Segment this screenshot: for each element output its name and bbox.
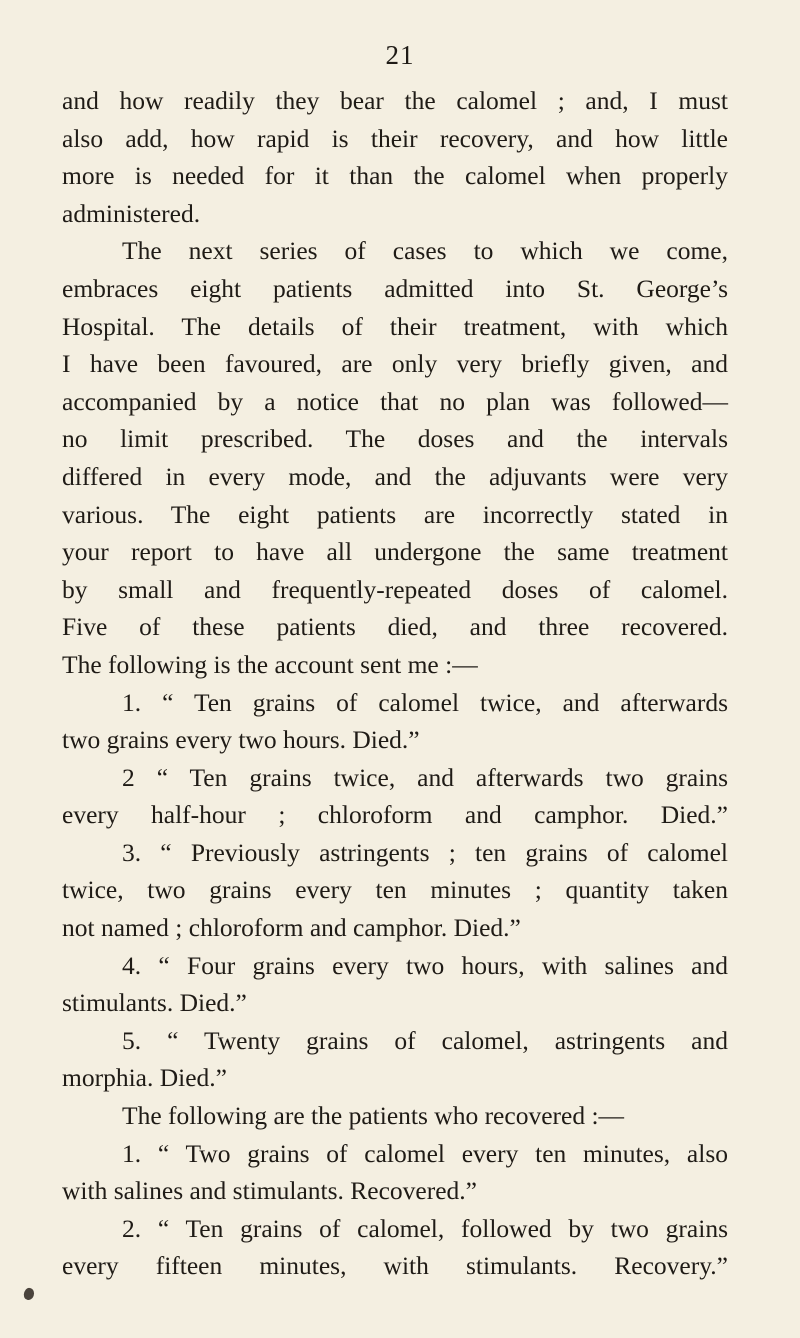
text-line: 5. “ Twenty grains of calomel, astringents and xyxy=(122,1025,728,1055)
text-line: Hospital. The details of their treatment, with which xyxy=(62,311,728,341)
text-line: embraces eight patients admitted into St. George’s xyxy=(62,273,728,303)
text-line: 1. “ Two grains of calomel every ten minutes, also xyxy=(122,1138,728,1168)
text-line: no limit prescribed. The doses and the intervals xyxy=(62,424,728,454)
text-line: The following is the account sent me :— xyxy=(62,649,478,679)
text-line: 2. “ Ten grains of calomel, followed by two grains xyxy=(122,1213,728,1243)
text-line: also add, how rapid is their recovery, and how little xyxy=(62,123,728,153)
text-line: administered. xyxy=(62,198,201,228)
text-line: with salines and stimulants. Recovered.” xyxy=(62,1176,477,1206)
text-line: 2 “ Ten grains twice, and afterwards two grains xyxy=(122,762,728,792)
text-line: your report to have all undergone the same treatment xyxy=(62,537,728,567)
text-line: twice, two grains every ten minutes ; quantity taken xyxy=(62,875,728,905)
text-line: every half-hour ; chloroform and camphor. Died.” xyxy=(62,800,728,830)
text-line: Five of these patients died, and three recovered. xyxy=(62,612,728,642)
text-line: stimulants. Died.” xyxy=(62,988,247,1018)
text-line: I have been favoured, are only very briefly given, and xyxy=(62,349,728,379)
text-line: 4. “ Four grains every two hours, with salines and xyxy=(122,950,728,980)
text-line: more is needed for it than the calomel when properly xyxy=(62,161,728,191)
ink-smudge xyxy=(22,1287,36,1302)
text-line: morphia. Died.” xyxy=(62,1063,227,1093)
text-line: differed in every mode, and the adjuvants were very xyxy=(62,461,728,491)
text-line: by small and frequently-repeated doses of calomel. xyxy=(62,574,728,604)
text-line: The next series of cases to which we come, xyxy=(122,236,728,266)
body-text xyxy=(62,82,728,1285)
text-line: accompanied by a notice that no plan was followed— xyxy=(62,386,728,416)
text-line: 3. “ Previously astringents ; ten grains of calomel xyxy=(122,837,728,867)
text-line: The following are the patients who recovered :— xyxy=(122,1101,625,1131)
text-line: and how readily they bear the calomel ; and, I must xyxy=(62,86,728,115)
text-line: various. The eight patients are incorrectly stated in xyxy=(62,499,728,529)
text-line: two grains every two hours. Died.” xyxy=(62,725,420,755)
page-number: 21 xyxy=(385,40,415,70)
text-line: every fifteen minutes, with stimulants. Recovery.” xyxy=(62,1251,728,1281)
text-line: not named ; chloroform and camphor. Died.” xyxy=(62,913,521,943)
text-line: 1. “ Ten grains of calomel twice, and afterwards xyxy=(122,687,728,717)
